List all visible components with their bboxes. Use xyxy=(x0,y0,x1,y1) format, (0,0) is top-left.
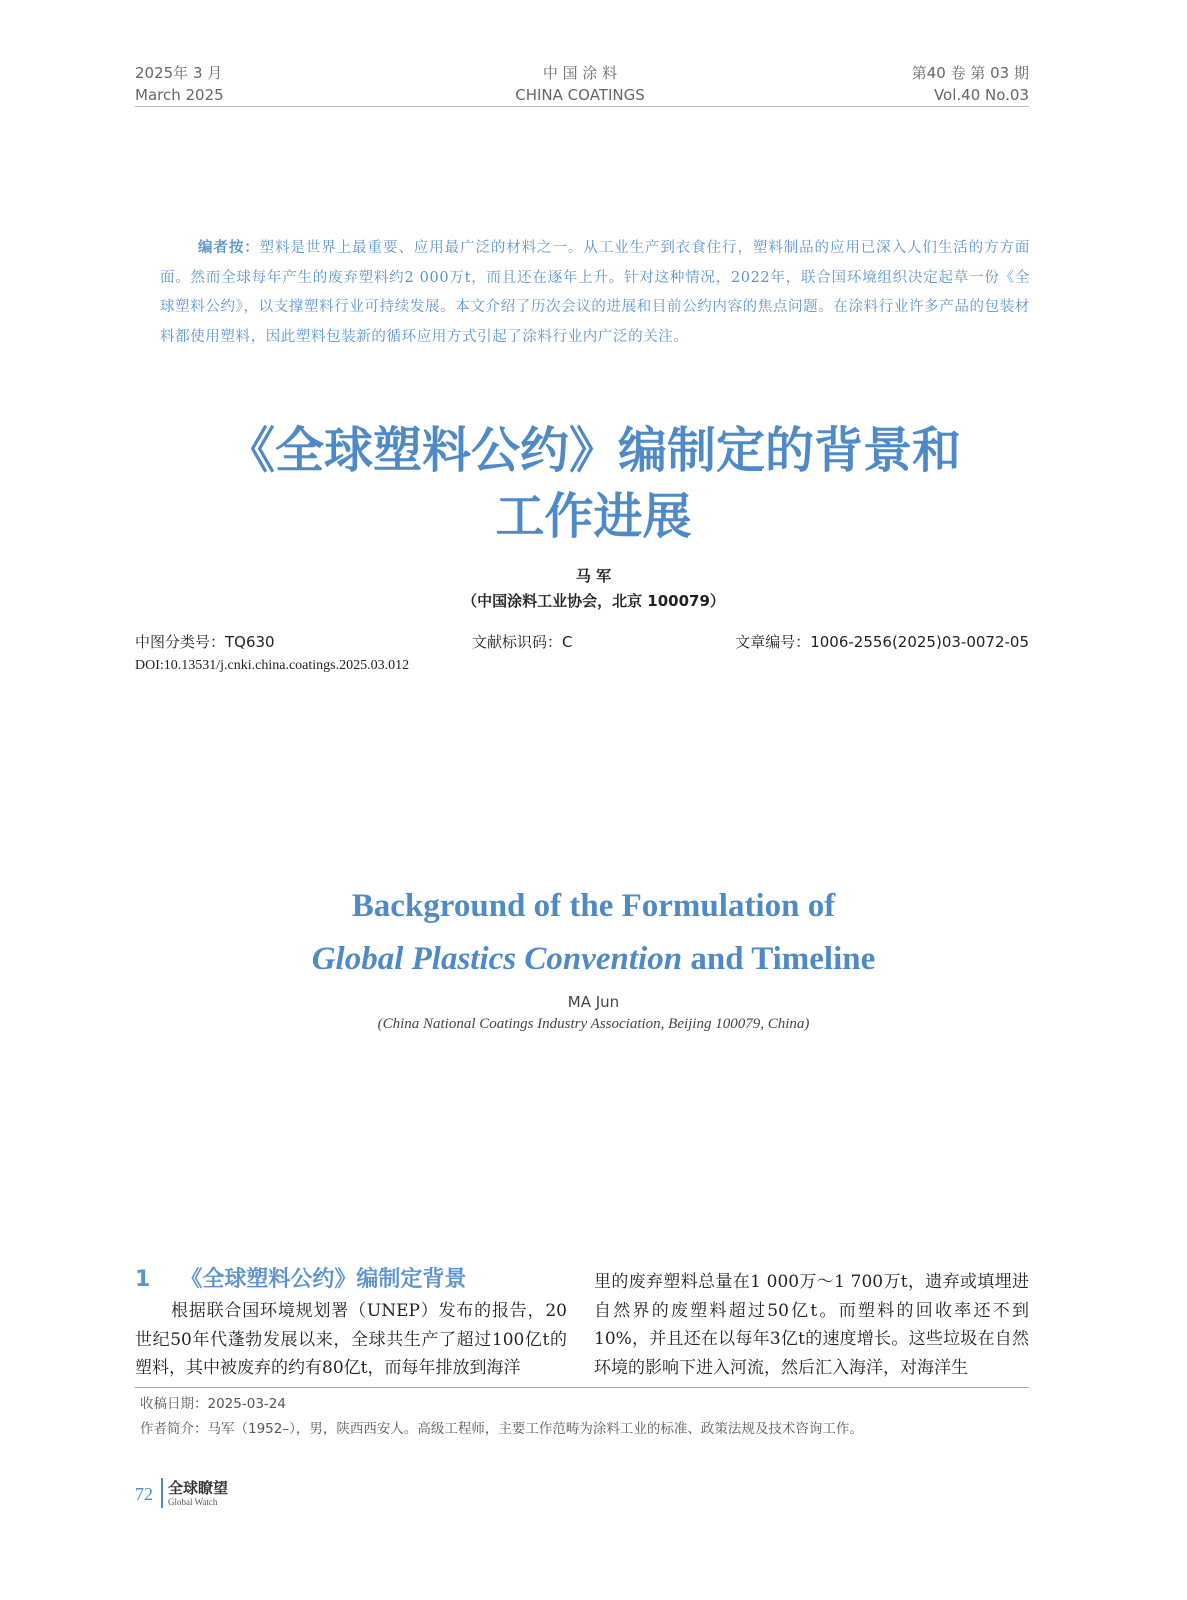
title-cn-line1: 《全球塑料公约》编制定的背景和 xyxy=(225,422,961,479)
header-date-en: March 2025 xyxy=(135,86,224,104)
document-code: 文献标识码：C xyxy=(472,633,573,651)
editor-note-label: 编者按： xyxy=(198,239,260,256)
author-en: MA Jun xyxy=(567,993,620,1011)
footnote-divider xyxy=(135,1387,1029,1388)
section-heading xyxy=(135,1262,466,1293)
received-date: 收稿日期：2025-03-24 xyxy=(140,1396,286,1412)
section-title: 《全球塑料公约》编制定背景 xyxy=(180,1267,467,1292)
author-bio: 作者简介：马军（1952–），男，陕西西安人。高级工程师，主要工作范畴为涂料工业的标准、政策法规及技术咨询工作。 xyxy=(140,1421,863,1437)
editor-note-text: 塑料是世界上最重要、应用最广泛的材料之一。从工业生产到衣食住行，塑料制品的应用已深入人们生活的方方面面。然而全球每年产生的废弃塑料约2 000万t，而且还在逐年上升。针对这种情况，2022年，联合国环境组织决定起草一份《全球塑料公约》，以支撑塑料行业可持续发展。本文介绍了历次会议的进展和目前公约内容的焦点问题。在涂料行业许多产品的包装材料都使用塑料，因此塑料包装新的循环应用方式引起了涂料行业内广泛的关注。 xyxy=(160,240,1030,345)
title-en-italic: Global Plastics Convention xyxy=(311,941,683,977)
column-name-cn: 全球瞭望 xyxy=(168,1479,229,1497)
body-column-left: 根据联合国环境规划署（UNEP）发布的报告，20世纪50年代蓬勃发展以来，全球共生产了超过100亿t的塑料，其中被废弃的约有80亿t，而每年排放到海洋 xyxy=(135,1301,567,1378)
doi[interactable]: DOI:10.13531/j.cnki.china.coatings.2025.03.012 xyxy=(135,658,410,673)
section-number: 1 xyxy=(135,1267,151,1292)
page-number: 72 xyxy=(135,1484,153,1504)
column-name-en: Global Watch xyxy=(168,1497,218,1507)
author-cn: 马 军 xyxy=(575,567,612,585)
header-volume-en: Vol.40 No.03 xyxy=(933,86,1029,104)
title-en xyxy=(0,880,1187,986)
clc-number: 中图分类号：TQ630 xyxy=(135,633,275,651)
article-number: 文章编号：1006-2556(2025)03-0072-05 xyxy=(735,633,1029,651)
title-en-line1: Background of the Formulation of xyxy=(351,888,836,924)
header-volume-cn: 第40 卷 第 03 期 xyxy=(911,64,1029,82)
header-volume xyxy=(912,62,1029,106)
title-en-line2 xyxy=(0,933,1187,986)
editor-note xyxy=(160,233,1030,352)
header-journal-cn: 中 国 涂 料 xyxy=(542,64,618,82)
title-en-rest: and Timeline xyxy=(682,941,876,977)
title-cn-line2: 工作进展 xyxy=(495,488,692,545)
body-column-right: 里的废弃塑料总量在1 000万～1 700万t，遗弃或填埋进自然界的废塑料超过50亿t。而塑料的回收率还不到10%，并且还在以每年3亿t的速度增长。这些垃圾在自然环境的影响下进入河流，然后汇入海洋，对海洋生 xyxy=(594,1272,1029,1378)
header-divider xyxy=(135,106,1029,107)
header-journal-en: CHINA COATINGS xyxy=(515,86,645,104)
affiliation-cn: （中国涂料工业协会，北京 100079） xyxy=(462,592,725,610)
affiliation-en: (China National Coatings Industry Association, Beijing 100079, China) xyxy=(377,1016,810,1032)
footer-divider xyxy=(161,1478,163,1508)
header-journal xyxy=(480,62,680,106)
title-cn xyxy=(0,418,1187,550)
header-date-cn: 2025年 3 月 xyxy=(135,64,223,82)
header-date xyxy=(135,62,224,106)
